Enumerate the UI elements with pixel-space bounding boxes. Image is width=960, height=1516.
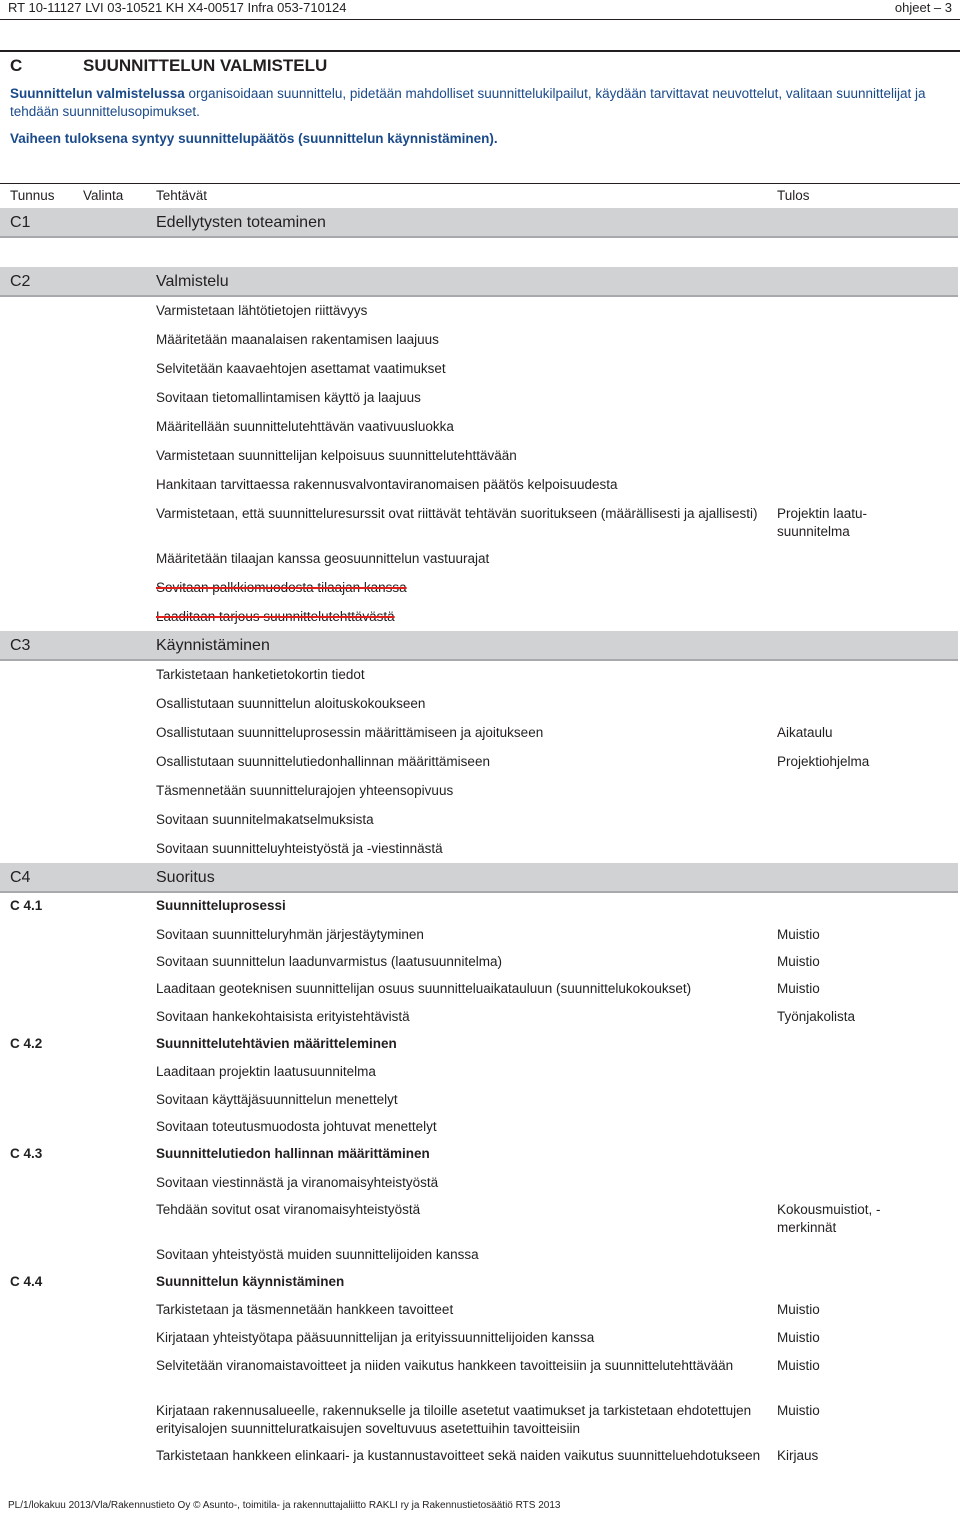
task-item: Selvitetään viranomaistavoitteet ja niiden vaikutus hankkeen tavoitteisiin ja suunnittelutehttävään [156,1358,734,1373]
task-item: Laaditaan geoteknisen suunnittelijan osuus suunnitteluaikatauluun (suunnittelukokoukset) [156,981,692,996]
task-item-struck: Laaditaan tarjous suunnittelutehttävästä [156,609,395,624]
footer-copyright: PL/1/lokakuu 2013/Vla/Rakennustieto Oy © Asunto-, toimitila- ja rakennuttajaliitto RAKLI ry ja Rakennustietosäätiö RTS 2013 [8,1500,561,1511]
task-item: Hankitaan tarvittaessa rakennusvalvontaviranomaisen päätös kelpoisuudesta [156,477,618,492]
sub-title: Suunnittelun käynnistäminen [156,1274,345,1289]
result-item: Muistio [777,1403,820,1418]
band-id: C1 [10,214,31,231]
col-valinta: Valinta [83,188,124,203]
section-divider [0,50,960,52]
task-item: Sovitaan suunnitteluyhteistyöstä ja -viestinnästä [156,841,443,856]
sub-id: C 4.3 [10,1146,43,1161]
result-item: Muistio [777,1330,820,1345]
task-item-struck: Sovitaan palkkiomuodosta tilaajan kanssa [156,580,407,595]
task-item: Tarkistetaan hankkeen elinkaari- ja kustannustavoitteet sekä naiden vaikutus suunnitteluehdotukseen [156,1448,761,1463]
task-item: Osallistutaan suunnittelun aloituskokoukseen [156,696,426,711]
result-item: Muistio [777,1358,820,1373]
task-item: Sovitaan toteutusmuodosta johtuvat menettelyt [156,1119,437,1134]
task-item: Osallistutaan suunnitteluprosessin määrittämiseen ja ajoitukseen [156,725,544,740]
section-title: SUUNNITTELUN VALMISTELU [83,56,328,75]
band-title: Edellytysten toteaminen [156,214,326,231]
col-tulos: Tulos [777,188,810,203]
task-item: Täsmennetään suunnittelurajojen yhteensopivuus [156,783,454,798]
band-id: C3 [10,637,31,654]
intro-bold: Suunnittelun valmistelussa [10,86,185,101]
task-item: Laaditaan projektin laatusuunnitelma [156,1064,376,1079]
task-item: Varmistetaan suunnittelijan kelpoisuus suunnittelutehttävään [156,448,517,463]
task-item: Sovitaan tietomallintamisen käyttö ja laajuus [156,390,421,405]
result-item: Muistio [777,927,820,942]
result-item: Projektin laatu-suunnitelma [777,506,868,539]
col-tunnus: Tunnus [10,188,55,203]
task-item: Sovitaan käyttäjäsuunnittelun menettelyt [156,1092,398,1107]
intro-text: organisoidaan suunnittelu, pidetään mahdolliset suunnittelukilpailut, käydään tarvittavat neuvottelut, valitaan suunnittelijat ja tehdään suunnittelusopimukset. [10,86,926,119]
task-item: Tarkistetaan ja täsmennetään hankkeen tavoitteet [156,1302,454,1317]
page-number: ohjeet – 3 [894,0,952,15]
band-title: Käynnistäminen [156,637,270,654]
section-letter: C [10,56,23,75]
task-item: Tarkistetaan hanketietokortin tiedot [156,667,365,682]
task-item: Sovitaan viestinnästä ja viranomaisyhteistyöstä [156,1175,439,1190]
sub-id: C 4.4 [10,1274,43,1289]
band-c4 [0,863,958,893]
result-item: Työnjakolista [777,1009,856,1024]
task-item: Selvitetään kaavaehtojen asettamat vaatimukset [156,361,446,376]
col-tehtavat: Tehtävät [156,188,208,203]
section-intro [10,85,955,121]
result-item: Muistio [777,1302,820,1317]
task-item: Määritellään suunnittelutehttävän vaativuusluokka [156,419,454,434]
task-item: Määritetään tilaajan kanssa geosuunnittelun vastuurajat [156,551,490,566]
task-item: Varmistetaan lähtötietojen riittävyys [156,303,368,318]
task-item: Sovitaan suunnittelun laadunvarmistus (laatusuunnitelma) [156,954,502,969]
task-item: Sovitaan suunnitteluryhmän järjestäytyminen [156,927,424,942]
result-item: Kokousmuistiot, -merkinnät [777,1202,881,1235]
band-c3 [0,631,958,661]
task-item: Varmistetaan, että suunnitteluresurssit ovat riittävät tehtävän suoritukseen (määrällisesti ja ajallisesti) [156,506,758,521]
band-c1 [0,208,958,238]
task-item: Sovitaan suunnitelmakatselmuksista [156,812,374,827]
band-id: C2 [10,273,31,290]
task-item: Tehdään sovitut osat viranomaisyhteistyöstä [156,1202,421,1217]
task-item: Kirjataan yhteistyötapa pääsuunnittelijan ja erityissuunnittelijoiden kanssa [156,1330,595,1345]
result-item: Aikataulu [777,725,833,740]
task-item: Sovitaan hankekohtaisista erityistehtävistä [156,1009,410,1024]
task-item: Määritetään maanalaisen rakentamisen laajuus [156,332,439,347]
header-divider [0,19,960,20]
sub-id: C 4.1 [10,898,43,913]
result-item: Kirjaus [777,1448,819,1463]
band-id: C4 [10,869,31,886]
band-title: Suoritus [156,869,215,886]
task-item: Kirjataan rakennusalueelle, rakennukselle ja tiloille asetetut vaatimukset ja tarkistetaan ehdotettujen erityisalojen suunnitteluratkaisujen soveltuvuus asetettuihin tavoitteisiin [156,1403,752,1436]
doc-codes: RT 10-11127 LVI 03-10521 KH X4-00517 Infra 053-710124 [8,0,347,15]
result-item: Muistio [777,954,820,969]
band-c2 [0,267,958,297]
sub-title: Suunnitteluprosessi [156,898,286,913]
result-item: Muistio [777,981,820,996]
sub-title: Suunnittelutiedon hallinnan määrittäminen [156,1146,430,1161]
band-title: Valmistelu [156,273,229,290]
table-header-divider [0,183,960,184]
sub-title: Suunnittelutehtävien määritteleminen [156,1036,397,1051]
task-item: Osallistutaan suunnittelutiedonhallinnan määrittämiseen [156,754,490,769]
task-item: Sovitaan yhteistyöstä muiden suunnittelijoiden kanssa [156,1247,479,1262]
result-item: Projektiohjelma [777,754,870,769]
section-result: Vaiheen tuloksena syntyy suunnittelupäätös (suunnittelun käynnistäminen). [10,131,498,146]
sub-id: C 4.2 [10,1036,43,1051]
